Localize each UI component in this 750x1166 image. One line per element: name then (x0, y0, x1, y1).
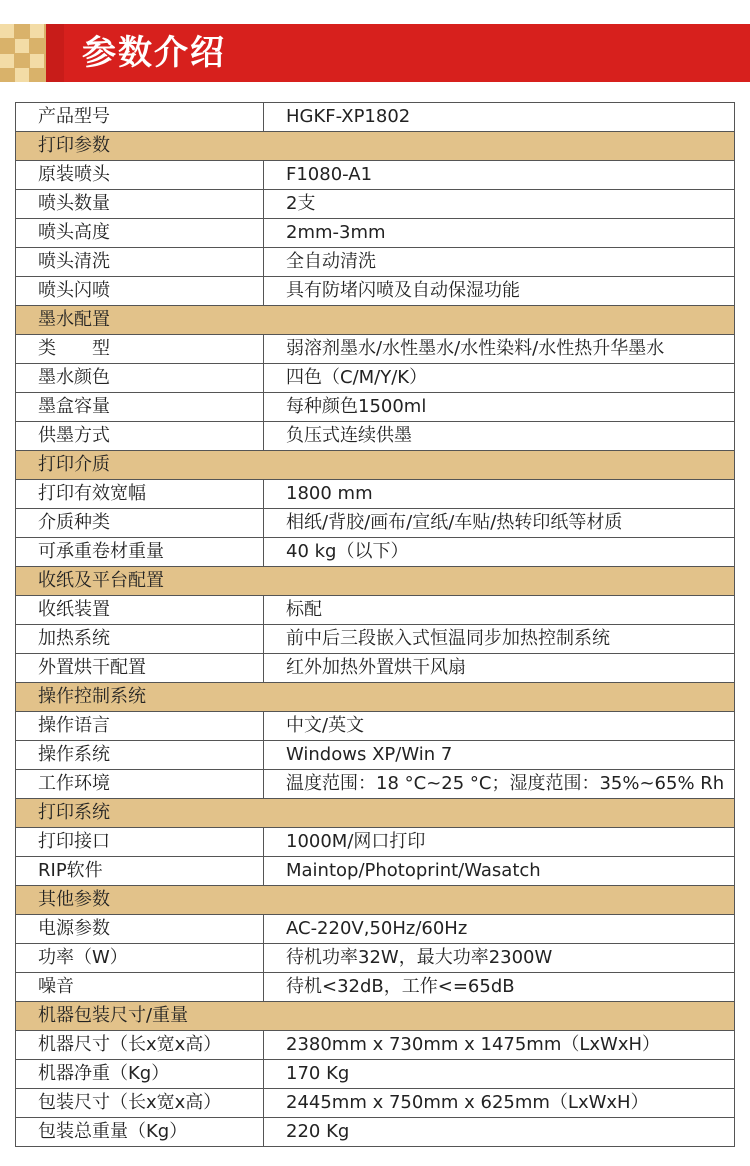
spec-value: HGKF-XP1802 (264, 103, 735, 132)
spec-row (16, 1060, 735, 1089)
spec-value: 2支 (264, 190, 735, 219)
spec-row (16, 335, 735, 364)
banner-stripe (46, 24, 64, 82)
spec-label: 原装喷头 (16, 161, 264, 190)
spec-row (16, 538, 735, 567)
spec-row (16, 364, 735, 393)
spec-label: 工作环境 (16, 770, 264, 799)
spec-label: 功率（W） (16, 944, 264, 973)
spec-label: 操作语言 (16, 712, 264, 741)
section-header-row (16, 567, 735, 596)
spec-label: 操作系统 (16, 741, 264, 770)
header-banner (0, 24, 750, 82)
spec-value: 四色（C/M/Y/K） (264, 364, 735, 393)
spec-row (16, 1089, 735, 1118)
spec-row (16, 509, 735, 538)
spec-value: Windows XP/Win 7 (264, 741, 735, 770)
spec-label: 打印接口 (16, 828, 264, 857)
spec-value: 中文/英文 (264, 712, 735, 741)
section-title: 墨水配置 (16, 306, 735, 335)
spec-row (16, 857, 735, 886)
spec-row (16, 741, 735, 770)
banner-decoration-cell (30, 54, 44, 68)
spec-row (16, 422, 735, 451)
spec-row (16, 103, 735, 132)
spec-label: 喷头清洗 (16, 248, 264, 277)
spec-value: 相纸/背胶/画布/宣纸/车贴/热转印纸等材质 (264, 509, 735, 538)
spec-row (16, 770, 735, 799)
spec-value: 2mm-3mm (264, 219, 735, 248)
spec-label: 包装总重量（Kg） (16, 1118, 264, 1147)
spec-value: 待机<32dB，工作<=65dB (264, 973, 735, 1002)
section-title: 其他参数 (16, 886, 735, 915)
spec-label: 包装尺寸（长x宽x高） (16, 1089, 264, 1118)
spec-value: 负压式连续供墨 (264, 422, 735, 451)
spec-value: 前中后三段嵌入式恒温同步加热控制系统 (264, 625, 735, 654)
spec-label: 喷头数量 (16, 190, 264, 219)
spec-value: 1800 mm (264, 480, 735, 509)
spec-label: 喷头高度 (16, 219, 264, 248)
section-header-row (16, 799, 735, 828)
banner-decoration-cell (0, 54, 14, 68)
spec-row (16, 828, 735, 857)
spec-row (16, 973, 735, 1002)
spec-label: 外置烘干配置 (16, 654, 264, 683)
spec-table (15, 102, 735, 1147)
spec-row (16, 654, 735, 683)
spec-label: 机器净重（Kg） (16, 1060, 264, 1089)
section-title: 打印系统 (16, 799, 735, 828)
spec-row (16, 219, 735, 248)
spec-row (16, 277, 735, 306)
section-title: 打印介质 (16, 451, 735, 480)
spec-value: 170 Kg (264, 1060, 735, 1089)
spec-row (16, 915, 735, 944)
section-header-row (16, 1002, 735, 1031)
spec-label: 打印有效宽幅 (16, 480, 264, 509)
spec-row (16, 596, 735, 625)
spec-value: 温度范围：18 °C~25 °C；湿度范围：35%~65% Rh (264, 770, 735, 799)
banner-decoration-cell (15, 68, 29, 82)
section-header-row (16, 886, 735, 915)
spec-row (16, 1031, 735, 1060)
spec-label: 产品型号 (16, 103, 264, 132)
spec-value: 2445mm x 750mm x 625mm（LxWxH） (264, 1089, 735, 1118)
spec-value: 待机功率32W，最大功率2300W (264, 944, 735, 973)
spec-value: 220 Kg (264, 1118, 735, 1147)
section-title: 打印参数 (16, 132, 735, 161)
spec-value: 全自动清洗 (264, 248, 735, 277)
spec-value: 弱溶剂墨水/水性墨水/水性染料/水性热升华墨水 (264, 335, 735, 364)
spec-row (16, 1118, 735, 1147)
section-title: 收纸及平台配置 (16, 567, 735, 596)
spec-value: AC-220V,50Hz/60Hz (264, 915, 735, 944)
spec-table-body (16, 103, 735, 1147)
section-header-row (16, 306, 735, 335)
spec-label: 加热系统 (16, 625, 264, 654)
spec-label: 类 型 (16, 335, 264, 364)
spec-value: Maintop/Photoprint/Wasatch (264, 857, 735, 886)
spec-row (16, 248, 735, 277)
spec-value: 标配 (264, 596, 735, 625)
spec-label: 可承重卷材重量 (16, 538, 264, 567)
spec-row (16, 190, 735, 219)
banner-decoration-cell (30, 24, 44, 38)
section-header-row (16, 132, 735, 161)
banner-decoration-cell (15, 39, 29, 53)
spec-row (16, 393, 735, 422)
spec-value: 每种颜色1500ml (264, 393, 735, 422)
spec-label: 电源参数 (16, 915, 264, 944)
spec-value: 40 kg（以下） (264, 538, 735, 567)
spec-row (16, 625, 735, 654)
banner-decoration-cell (0, 24, 14, 38)
section-header-row (16, 451, 735, 480)
spec-label: 墨水颜色 (16, 364, 264, 393)
spec-label: 介质种类 (16, 509, 264, 538)
spec-label: 机器尺寸（长x宽x高） (16, 1031, 264, 1060)
spec-value: 2380mm x 730mm x 1475mm（LxWxH） (264, 1031, 735, 1060)
spec-row (16, 480, 735, 509)
spec-value: 具有防堵闪喷及自动保湿功能 (264, 277, 735, 306)
spec-label: 喷头闪喷 (16, 277, 264, 306)
section-header-row (16, 683, 735, 712)
spec-label: 供墨方式 (16, 422, 264, 451)
spec-label: 噪音 (16, 973, 264, 1002)
spec-label: RIP软件 (16, 857, 264, 886)
spec-label: 墨盒容量 (16, 393, 264, 422)
spec-value: 红外加热外置烘干风扇 (264, 654, 735, 683)
spec-label: 收纸装置 (16, 596, 264, 625)
page-title: 参数介绍 (82, 33, 226, 73)
spec-row (16, 944, 735, 973)
section-title: 机器包装尺寸/重量 (16, 1002, 735, 1031)
spec-row (16, 712, 735, 741)
spec-row (16, 161, 735, 190)
spec-value: 1000M/网口打印 (264, 828, 735, 857)
section-title: 操作控制系统 (16, 683, 735, 712)
spec-value: F1080-A1 (264, 161, 735, 190)
